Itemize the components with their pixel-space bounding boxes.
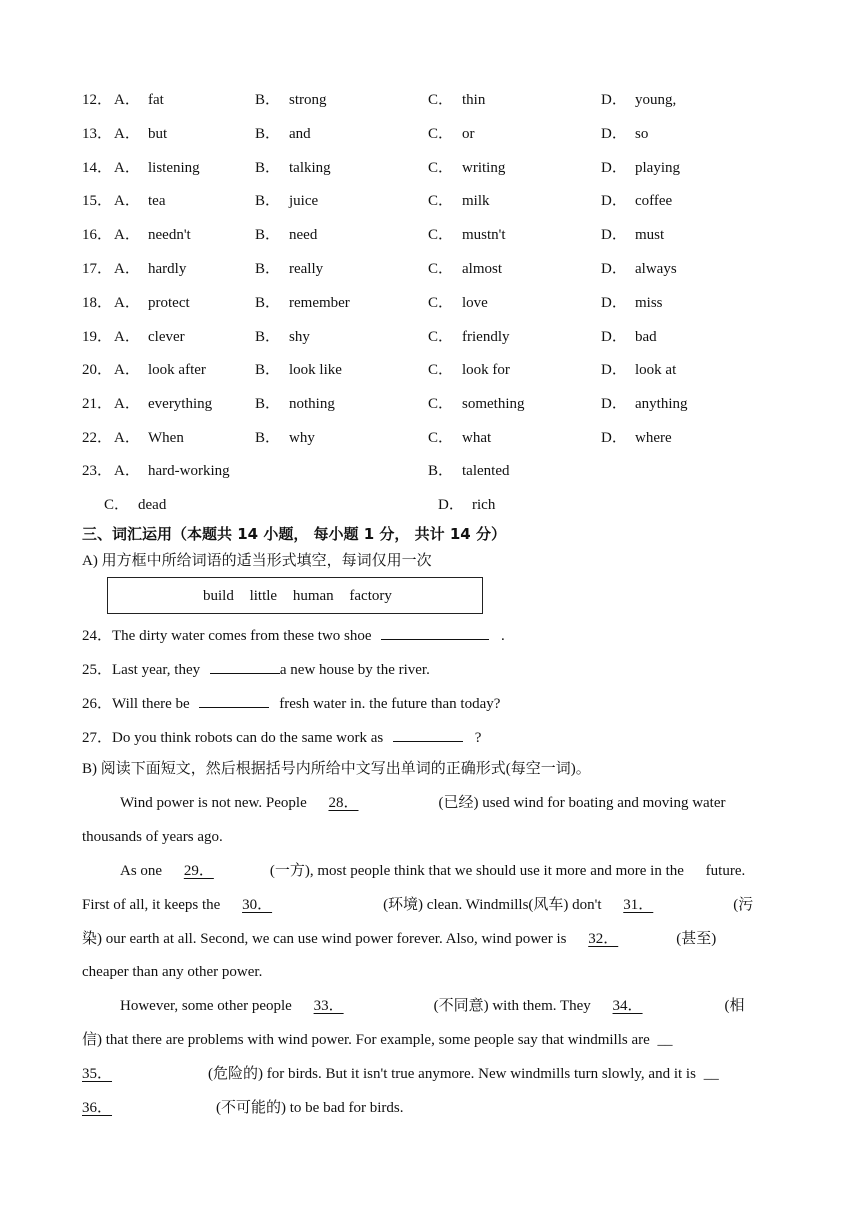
option-letter: C． [428, 294, 454, 311]
option-letter: D． [601, 193, 627, 210]
option-c [428, 123, 475, 145]
question-number: 16． [82, 227, 113, 244]
option-a [114, 89, 164, 111]
option-a [114, 326, 185, 348]
option-letter: D． [601, 125, 627, 142]
option-letter: B． [255, 396, 281, 413]
option-text: shy [289, 328, 310, 345]
answer-blank-35[interactable]: 35． [82, 1066, 113, 1082]
question-number: 19． [82, 328, 113, 345]
passage-line [82, 1097, 782, 1119]
option-letter: D． [438, 497, 464, 513]
option-a [114, 393, 213, 415]
item-text-after: ? [474, 730, 482, 746]
part-a-instruction: A) 用方框中所给词语的适当形式填空，每词仅用一次 [82, 553, 432, 569]
option-letter: A． [114, 125, 140, 142]
option-letter: A． [114, 396, 140, 413]
passage-text: cheaper than any other power. [82, 964, 263, 980]
passage-line [120, 860, 820, 882]
word-box [107, 577, 483, 614]
fill-item-26 [82, 691, 500, 715]
option-a [114, 359, 206, 381]
answer-blank-31[interactable]: 31． [623, 897, 654, 913]
item-number: 25． [82, 662, 113, 678]
answer-blank-30[interactable]: 30． [242, 897, 273, 913]
option-letter: A． [114, 430, 140, 446]
option-text: remember [289, 294, 350, 311]
option-letter: D． [601, 159, 627, 176]
option-a [114, 123, 168, 145]
option-letter: D． [601, 227, 627, 244]
passage-line [82, 826, 782, 848]
option-text: playing [635, 159, 680, 176]
passage-text: (不可能的) to be bad for birds. [216, 1100, 404, 1116]
option-letter: A． [114, 463, 140, 479]
option-a [114, 292, 190, 314]
option-letter: B． [255, 294, 281, 311]
option-a [114, 427, 184, 449]
option-letter: B． [255, 362, 281, 379]
option-d [601, 359, 677, 381]
part-b-instruction: B) 阅读下面短文，然后根据括号内所给中文写出单词的正确形式(每空一词)。 [82, 761, 591, 777]
passage-text: (污 [733, 897, 754, 913]
option-text: thin [462, 92, 486, 108]
option-letter: A． [114, 294, 140, 311]
passage-text: 信) that there are problems with wind power. For example, some people say that windmills are [82, 1032, 650, 1048]
option-text: miss [635, 294, 663, 311]
word-box-words: build little human factory [203, 588, 392, 604]
option-letter: A． [114, 362, 140, 379]
option-text: talented [462, 463, 510, 479]
item-text-after: fresh water in. the future than today? [279, 696, 501, 712]
option-d [601, 224, 665, 246]
option-letter: C． [428, 328, 454, 345]
option-text: or [462, 125, 475, 142]
question-number: 18． [82, 294, 113, 311]
option-c [104, 494, 167, 516]
option-text: love [462, 294, 488, 311]
option-text: everything [148, 396, 213, 413]
question-number: 12． [82, 92, 113, 108]
option-text: look like [289, 362, 342, 379]
option-d [601, 393, 688, 415]
option-letter: A． [114, 261, 140, 277]
option-text: what [462, 430, 492, 446]
option-text: bad [635, 328, 657, 345]
option-d [601, 123, 649, 145]
option-b [255, 292, 350, 314]
option-letter: D． [601, 430, 627, 446]
option-d [601, 157, 680, 179]
option-b [255, 89, 327, 111]
option-d [601, 292, 663, 314]
question-number: 20． [82, 362, 113, 379]
option-letter: D． [601, 362, 627, 379]
option-c [428, 157, 506, 179]
option-c [428, 89, 486, 111]
answer-blank[interactable] [381, 623, 489, 640]
option-text: fat [148, 92, 164, 108]
option-b [255, 427, 315, 449]
option-text: strong [289, 92, 327, 108]
option-d [601, 190, 673, 212]
option-text: look after [148, 362, 206, 379]
option-b [255, 359, 342, 381]
option-d [601, 258, 677, 280]
option-letter: D． [601, 396, 627, 413]
option-letter: B． [255, 92, 281, 108]
blank-marker: __ [703, 1066, 719, 1082]
option-text: something [462, 396, 525, 413]
option-text: young, [635, 92, 677, 108]
item-text-before: The dirty water comes from these two shoe [112, 628, 372, 644]
option-letter: C． [428, 125, 454, 142]
option-text: anything [635, 396, 688, 413]
option-c [428, 359, 510, 381]
option-letter: B． [255, 193, 281, 210]
passage-text: (一方), most people think that we should use it more and more in the [269, 863, 684, 879]
item-text-before: Last year, they [112, 662, 201, 678]
passage-text: Wind power is not new. People [120, 795, 307, 811]
item-text-after: . [501, 628, 505, 644]
option-text: look for [462, 362, 510, 379]
passage-text: 染) our earth at all. Second, we can use wind power forever. Also, wind power is [82, 931, 567, 947]
option-letter: D． [601, 92, 627, 108]
option-text: listening [148, 159, 200, 176]
blank-marker: __ [657, 1032, 673, 1048]
passage-text: However, some other people [120, 998, 292, 1014]
answer-blank-34[interactable]: 34． [612, 998, 643, 1014]
item-number: 27． [82, 730, 113, 746]
passage-text: (相 [724, 998, 745, 1014]
option-letter: C． [428, 396, 454, 413]
option-letter: C． [428, 92, 454, 108]
option-text: protect [148, 294, 190, 311]
answer-blank-29[interactable]: 29． [183, 863, 214, 879]
option-text: clever [148, 328, 185, 345]
item-text-before: Will there be [112, 696, 190, 712]
option-c [428, 224, 506, 246]
question-number: 13． [82, 125, 113, 142]
option-c [428, 427, 492, 449]
option-d [601, 89, 677, 111]
answer-blank-33[interactable]: 33． [313, 998, 344, 1014]
option-letter: D． [601, 328, 627, 345]
question-number: 23． [82, 463, 113, 479]
option-text: why [289, 430, 315, 446]
option-letter: C． [428, 159, 454, 176]
passage-line [82, 928, 782, 950]
option-letter: B． [255, 261, 281, 277]
passage-line [82, 1029, 782, 1051]
option-a [114, 157, 200, 179]
fill-item-27 [82, 725, 481, 749]
option-text: hardly [148, 261, 187, 277]
option-letter: C． [428, 362, 454, 379]
option-letter: C． [428, 430, 454, 446]
option-b [255, 123, 311, 145]
option-c [428, 393, 525, 415]
option-c [428, 190, 490, 212]
option-c [428, 258, 502, 280]
option-b [255, 190, 319, 212]
option-letter: B． [255, 328, 281, 345]
option-text: dead [138, 497, 167, 513]
option-d [438, 494, 496, 516]
passage-text: (环境) clean. Windmills(风车) don't [383, 897, 602, 913]
option-text: really [289, 261, 324, 277]
option-c [428, 292, 488, 314]
option-letter: D． [601, 294, 627, 311]
option-text: need [289, 227, 318, 244]
option-letter: B． [255, 430, 281, 446]
passage-line [82, 1063, 782, 1085]
option-b [255, 258, 324, 280]
option-text: hard-working [148, 463, 230, 479]
question-number: 17． [82, 261, 113, 277]
item-number: 24． [82, 628, 113, 644]
passage-line [120, 792, 820, 814]
option-letter: A． [114, 328, 140, 345]
fill-item-24 [82, 623, 505, 647]
passage-line [82, 894, 782, 916]
option-d [601, 427, 672, 449]
passage-line [82, 961, 782, 983]
option-letter: C． [104, 497, 130, 513]
option-letter: A． [114, 159, 140, 176]
question-number: 21． [82, 396, 113, 413]
option-a [114, 258, 187, 280]
option-text: coffee [635, 193, 673, 210]
option-text: When [148, 430, 184, 446]
fill-item-25 [82, 657, 430, 681]
option-a [114, 460, 230, 482]
option-b [428, 460, 510, 482]
option-letter: B． [255, 159, 281, 176]
option-letter: B． [255, 125, 281, 142]
answer-blank[interactable] [393, 725, 463, 742]
option-text: nothing [289, 396, 335, 413]
option-letter: B． [428, 463, 454, 479]
option-letter: A． [114, 227, 140, 244]
passage-text: (甚至) [676, 931, 717, 947]
option-text: milk [462, 193, 490, 210]
option-letter: B． [255, 227, 281, 244]
option-text: so [635, 125, 649, 142]
option-text: always [635, 261, 677, 277]
option-text: needn't [148, 227, 191, 244]
passage-line [120, 995, 820, 1017]
option-text: and [289, 125, 311, 142]
option-text: tea [148, 193, 166, 210]
question-number: 15． [82, 193, 113, 210]
option-a [114, 224, 191, 246]
option-letter: A． [114, 92, 140, 108]
passage-text: (不同意) with them. They [433, 998, 591, 1014]
option-letter: C． [428, 261, 454, 277]
option-b [255, 157, 331, 179]
option-text: mustn't [462, 227, 506, 244]
passage-text: (危险的) for birds. But it isn't true anymore. New windmills turn slowly, and it is [208, 1066, 696, 1082]
answer-blank-28[interactable]: 28． [328, 795, 359, 811]
passage-text: First of all, it keeps the [82, 897, 221, 913]
item-number: 26． [82, 696, 113, 712]
option-b [255, 326, 310, 348]
option-c [428, 326, 510, 348]
passage-text: future. [705, 863, 746, 879]
option-text: look at [635, 362, 677, 379]
option-d [601, 326, 657, 348]
option-text: rich [472, 497, 496, 513]
option-b [255, 224, 318, 246]
answer-blank[interactable] [199, 691, 269, 708]
option-letter: D． [601, 261, 627, 277]
option-text: where [635, 430, 672, 446]
option-letter: A． [114, 193, 140, 210]
passage-text: As one [120, 863, 163, 879]
option-text: talking [289, 159, 331, 176]
option-text: but [148, 125, 168, 142]
option-a [114, 190, 166, 212]
question-number: 14． [82, 159, 113, 176]
option-letter: C． [428, 193, 454, 210]
option-text: must [635, 227, 665, 244]
section-heading: 三、词汇运用（本题共 14 小题， 每小题 1 分， 共计 14 分） [82, 525, 506, 543]
option-text: juice [289, 193, 319, 210]
answer-blank-32[interactable]: 32． [588, 931, 619, 947]
passage-text: thousands of years ago. [82, 829, 223, 845]
option-b [255, 393, 335, 415]
item-text-before: Do you think robots can do the same work as [112, 730, 384, 746]
option-text: friendly [462, 328, 510, 345]
passage-text: (已经) used wind for boating and moving water [438, 795, 726, 811]
answer-blank[interactable] [210, 657, 280, 674]
option-text: almost [462, 261, 502, 277]
option-text: writing [462, 159, 506, 176]
question-number: 22． [82, 430, 113, 446]
answer-blank-36[interactable]: 36． [82, 1100, 113, 1116]
item-text-after: a new house by the river. [279, 662, 430, 678]
option-letter: C． [428, 227, 454, 244]
